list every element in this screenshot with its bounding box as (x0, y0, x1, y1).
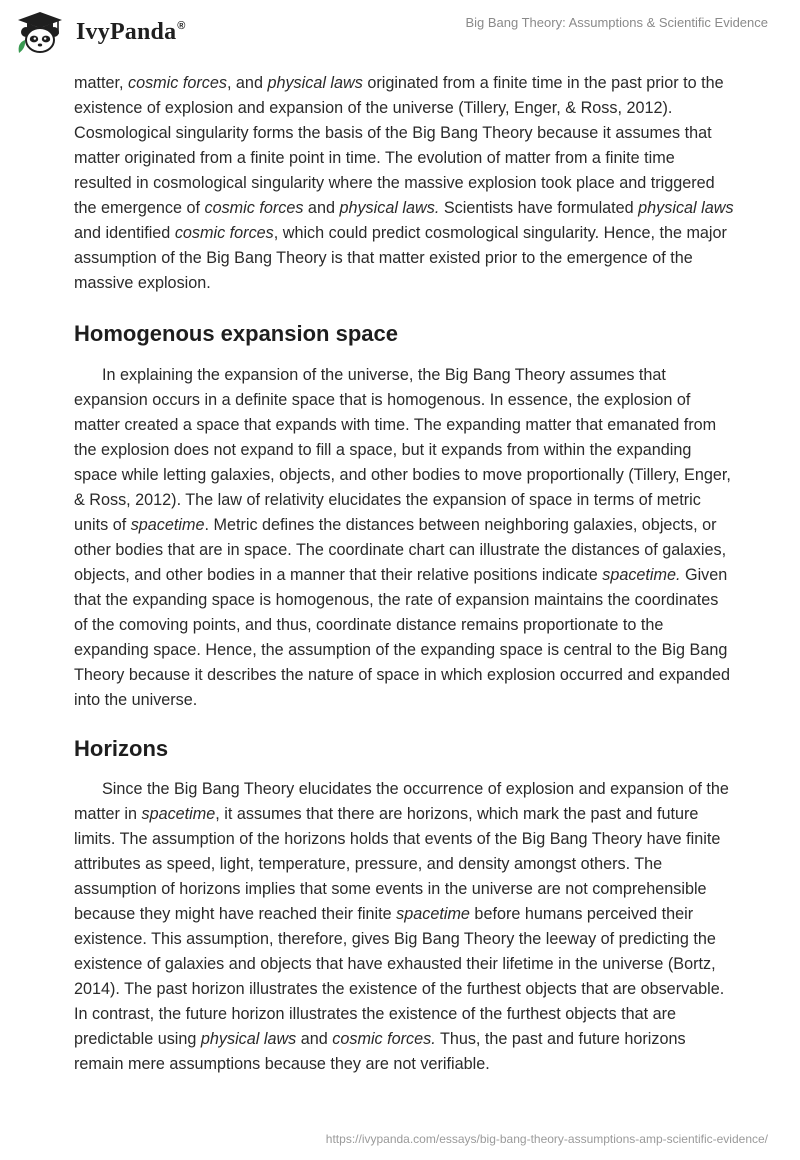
text-run: and (303, 199, 340, 217)
italic-term: physical laws (267, 74, 363, 92)
italic-term: cosmic forces (127, 74, 227, 92)
document-title: Big Bang Theory: Assumptions & Scientific Evidence (465, 15, 768, 30)
paragraph-horizons (74, 777, 734, 1077)
italic-term: spacetime (141, 805, 216, 823)
panda-graduation-cap-icon (14, 10, 66, 54)
paragraph-homogenous-expansion (74, 363, 734, 713)
brand-name-text: IvyPanda (76, 18, 177, 45)
italic-term: spacetime. (602, 566, 681, 584)
italic-term: cosmic forces (204, 199, 304, 217)
text-run: Thus, the past and future horizons remain mere assumptions because they are not verifiable. (74, 1030, 686, 1073)
source-url-link[interactable]: https://ivypanda.com/essays/big-bang-theory-assumptions-amp-scientific-evidence/ (325, 1132, 768, 1146)
text-run: . Metric defines the distances between neighboring galaxies, objects, or other bodies that are in space. The coordinate chart can illustrate the distances of galaxies, objects, and other bodies in a manner that their relative positions indicate (74, 516, 727, 584)
italic-term: physical laws (638, 199, 734, 217)
italic-term: physical laws. (339, 199, 440, 217)
italic-term: cosmic forces (174, 224, 274, 242)
essay-body (74, 71, 734, 1077)
text-run: , it assumes that there are horizons, which mark the past and future limits. The assumption of the horizons holds that events of the Big Bang Theory have finite attributes as speed, light, temperature, pressure, and density amongst others. The assumption of horizons implies that some events in the universe are not comprehensible because they might have reached their finite (74, 805, 721, 923)
text-run: Since the Big Bang Theory elucidates the occurrence of explosion and expansion of the matter in (74, 780, 729, 823)
brand-name (76, 19, 186, 46)
italic-term: spacetime (130, 516, 205, 534)
italic-term: spacetime (396, 905, 470, 923)
text-run: matter, (74, 74, 128, 92)
section-heading-homogenous-expansion: Homogenous expansion space (74, 321, 398, 346)
italic-term: cosmic forces. (332, 1030, 436, 1048)
text-run: Given that the expanding space is homogenous, the rate of expansion maintains the coordinates of the comoving points, and thus, coordinate distance remains proportionate to the expanding space. Hence, the assumption of the expanding space is central to the Big Bang Theory because it describes the nature of space in which explosion occurred and expanded into the universe. (74, 566, 730, 709)
paragraph-cosmological-singularity (74, 71, 734, 296)
text-run: and (296, 1030, 333, 1048)
text-run: Scientists have formulated (439, 199, 639, 217)
ivypanda-logo[interactable] (14, 10, 186, 54)
text-run: and identified (74, 224, 175, 242)
text-run: originated from a finite time in the past prior to the existence of explosion and expansion of the universe (Tillery, Enger, & Ross, 2012). Cosmological singularity forms the basis of the Big Bang Theory because it assumes that matter originated from a finite point in time. The evolution of matter from a finite time resulted in cosmological singularity where the massive explosion took place and triggered the emergence of (74, 74, 724, 217)
italic-term: physical laws (200, 1030, 297, 1048)
text-run: , which could predict cosmological singularity. Hence, the major assumption of the Big Bang Theory is that matter existed prior to the emergence of the massive explosion. (74, 224, 727, 292)
section-heading-horizons: Horizons (74, 736, 169, 761)
registered-mark: ® (177, 19, 186, 32)
text-run: In explaining the expansion of the universe, the Big Bang Theory assumes that expansion occurs in a definite space that is homogenous. In essence, the explosion of matter created a space that expands with time. The expanding matter that emanated from the explosion does not expand to fill a space, but it expands from within the expanding space while letting galaxies, objects, and other bodies to move proportionally (Tillery, Enger, & Ross, 2012). The law of relativity elucidates the expansion of space in terms of metric units of (74, 366, 731, 534)
text-run: , and (226, 74, 268, 92)
page-header (0, 0, 800, 64)
text-run: before humans perceived their existence. This assumption, therefore, gives Big Bang Theory the leeway of predicting the existence of galaxies and objects that have exhausted their lifetime in the universe (Bortz, 2014). The past horizon illustrates the existence of the furthest objects that are observable. In contrast, the future horizon illustrates the existence of the furthest objects that are predictable using (74, 905, 725, 1048)
